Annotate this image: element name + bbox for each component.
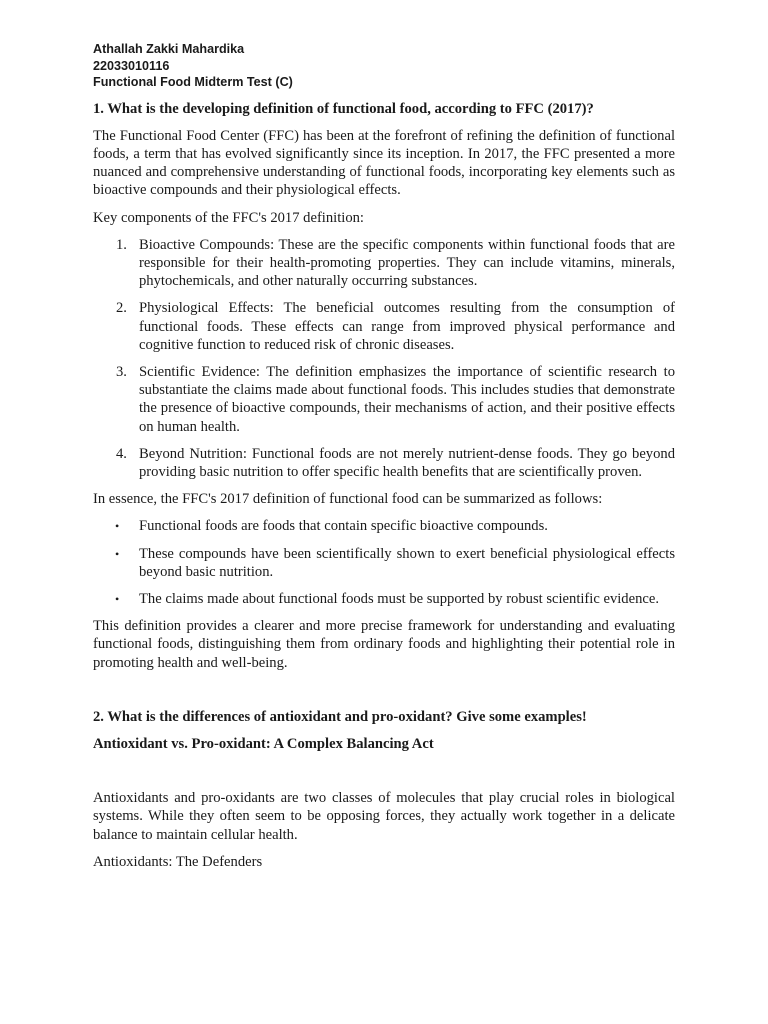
summary-lead: In essence, the FFC's 2017 definition of functional food can be summarized as follows:	[93, 491, 603, 508]
question-1-heading: 1. What is the developing definition of functional food, according to FFC (2017)?	[93, 100, 594, 117]
summary-list	[93, 517, 675, 608]
q1-intro-paragraph: The Functional Food Center (FFC) has been at the forefront of refining the definition of functional foods, a term that has evolved significantly since its inception. In 2017, the FFC presented a more nuanced and comprehensive understanding of functional foods, incorporating key elements such as bioactive compounds and their physiological effects.	[93, 127, 675, 199]
list-item-text: Physiological Effects: The beneficial outcomes resulting from the consumption of functional foods. These effects can range from improved physical performance and cognitive function to reduced risk of chronic diseases.	[139, 300, 675, 353]
q1-conclusion-paragraph: This definition provides a clearer and more precise framework for understanding and evaluating functional foods, distinguishing them from ordinary foods and highlighting their potential role in promoting health and well-being.	[93, 618, 675, 671]
author-name: Athallah Zakki Mahardika	[93, 42, 245, 56]
list-item-text: Beyond Nutrition: Functional foods are not merely nutrient-dense foods. They go beyond providing basic nutrition to offer specific health benefits that are scientifically proven.	[139, 445, 675, 480]
section-spacer	[93, 762, 675, 789]
bullet-icon: •	[115, 519, 120, 534]
q2-intro-paragraph: Antioxidants and pro-oxidants are two classes of molecules that play crucial roles in biological systems. While they often seem to be opposing forces, they actually work together in a delicate balance to maintain cellular health.	[93, 790, 675, 843]
document-header	[93, 41, 675, 91]
list-number: 3.	[116, 363, 127, 380]
list-number: 2.	[116, 300, 127, 317]
section-spacer	[93, 681, 675, 708]
bullet-icon: •	[115, 591, 120, 606]
question-2-heading: 2. What is the differences of antioxidant and pro-oxidant? Give some examples!	[93, 708, 587, 725]
list-item	[93, 545, 675, 581]
list-item-text: The claims made about functional foods must be supported by robust scientific evidence.	[139, 590, 659, 607]
course-title: Functional Food Midterm Test (C)	[93, 75, 293, 89]
document-page	[93, 41, 675, 880]
components-list	[93, 236, 675, 481]
list-item	[93, 363, 675, 436]
list-item	[93, 445, 675, 481]
list-number: 1.	[116, 236, 127, 253]
section-label: Antioxidants: The Defenders	[93, 853, 263, 870]
list-item-text: Scientific Evidence: The definition emphasizes the importance of scientific research to substantiate the claims made about functional foods. This includes studies that demonstrate the presence of bioactive compounds, their mechanisms of action, and their positive effects on human health.	[139, 363, 675, 435]
student-id: 22033010116	[93, 58, 170, 73]
list-item-text: Bioactive Compounds: These are the specific components within functional foods that are responsible for their health-promoting properties. They can include vitamins, minerals, phytochemicals, and other naturally occurring substances.	[139, 236, 675, 290]
q2-subtitle: Antioxidant vs. Pro-oxidant: A Complex Balancing Act	[93, 735, 434, 752]
list-number: 4.	[116, 445, 127, 462]
list-item	[93, 236, 675, 291]
list-item	[93, 299, 675, 354]
list-item-text: Functional foods are foods that contain specific bioactive compounds.	[139, 518, 548, 535]
list-item	[93, 517, 675, 535]
list-item	[93, 590, 675, 608]
bullet-icon: •	[115, 546, 120, 561]
list-item-text: These compounds have been scientifically shown to exert beneficial physiological effects beyond basic nutrition.	[139, 545, 675, 580]
components-lead: Key components of the FFC's 2017 definition:	[93, 209, 364, 226]
